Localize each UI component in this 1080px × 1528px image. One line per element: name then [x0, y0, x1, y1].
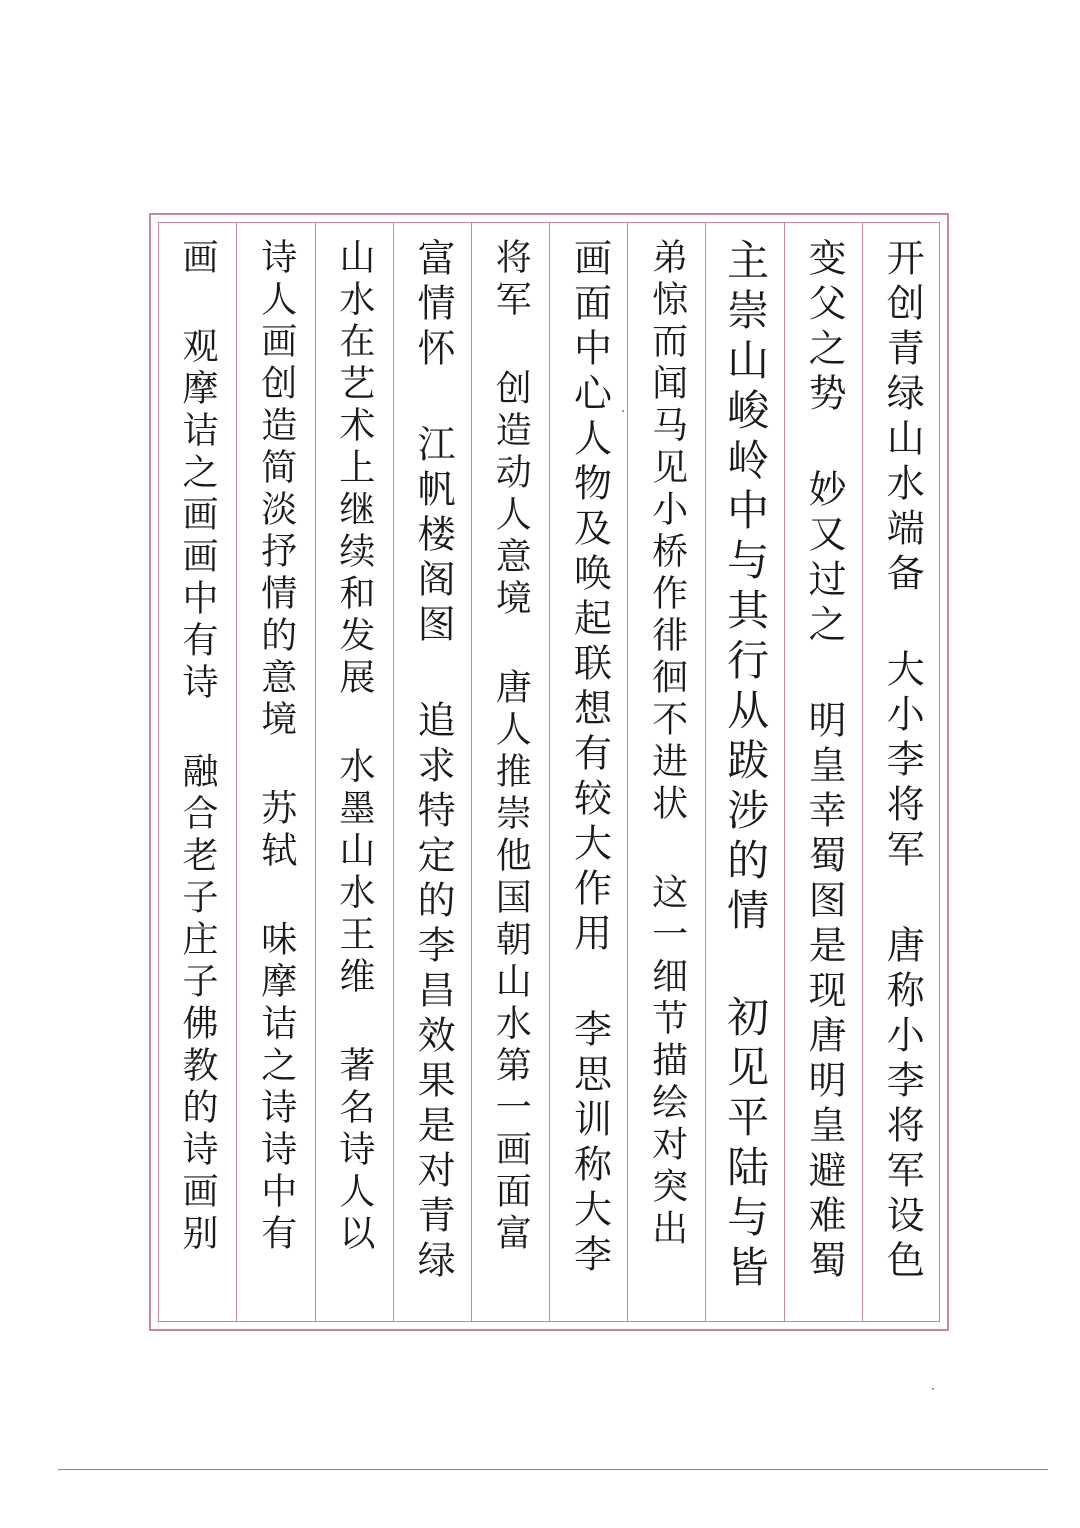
column-text: 将军 创造动人意境 唐人推崇他国朝山水第一画面富 [490, 238, 532, 1256]
column-text: 变父之势 妙又过之 明皇幸蜀图是现唐明皇避难蜀 [802, 238, 847, 1285]
column-8 [315, 222, 393, 1322]
column-text: 弟惊而闻马见小桥作徘徊不进状 这一细节描绘对突出 [646, 238, 688, 1251]
column-1 [862, 222, 940, 1322]
column-3 [705, 222, 783, 1322]
column-text: 开创青绿山水端备 大小李将军 唐称小李将军设色 [880, 238, 925, 1285]
column-4 [627, 222, 705, 1322]
column-9 [236, 222, 314, 1322]
column-text: 山水在艺术上继续和发展 水墨山水王维 著名诗人以 [333, 238, 375, 1256]
column-text: 画面中心人物及唤起联想有较大作用 李思训称大李 [567, 238, 612, 1279]
column-text: 画 观摩诘之画画中有诗 融合老子庄子佛教的诗画别 [177, 238, 219, 1256]
paper-speck [622, 410, 624, 412]
column-10 [158, 222, 236, 1322]
paper-speck [932, 1388, 934, 1390]
column-text: 诗人画创造简淡抒情的意境 苏轼 味摩诘之诗诗中有 [255, 238, 297, 1256]
column-text: 富情怀 江帆楼阁图 追求特定的李昌效果是对青绿 [411, 238, 456, 1285]
column-2 [784, 222, 862, 1322]
column-5 [549, 222, 627, 1322]
scan-edge-line [58, 1469, 1048, 1470]
writing-grid [158, 222, 940, 1322]
column-7 [393, 222, 471, 1322]
column-text: 主崇山峻岭中与其行从跋涉的情 初见平陆与皆 [721, 238, 771, 1295]
column-6 [471, 222, 549, 1322]
